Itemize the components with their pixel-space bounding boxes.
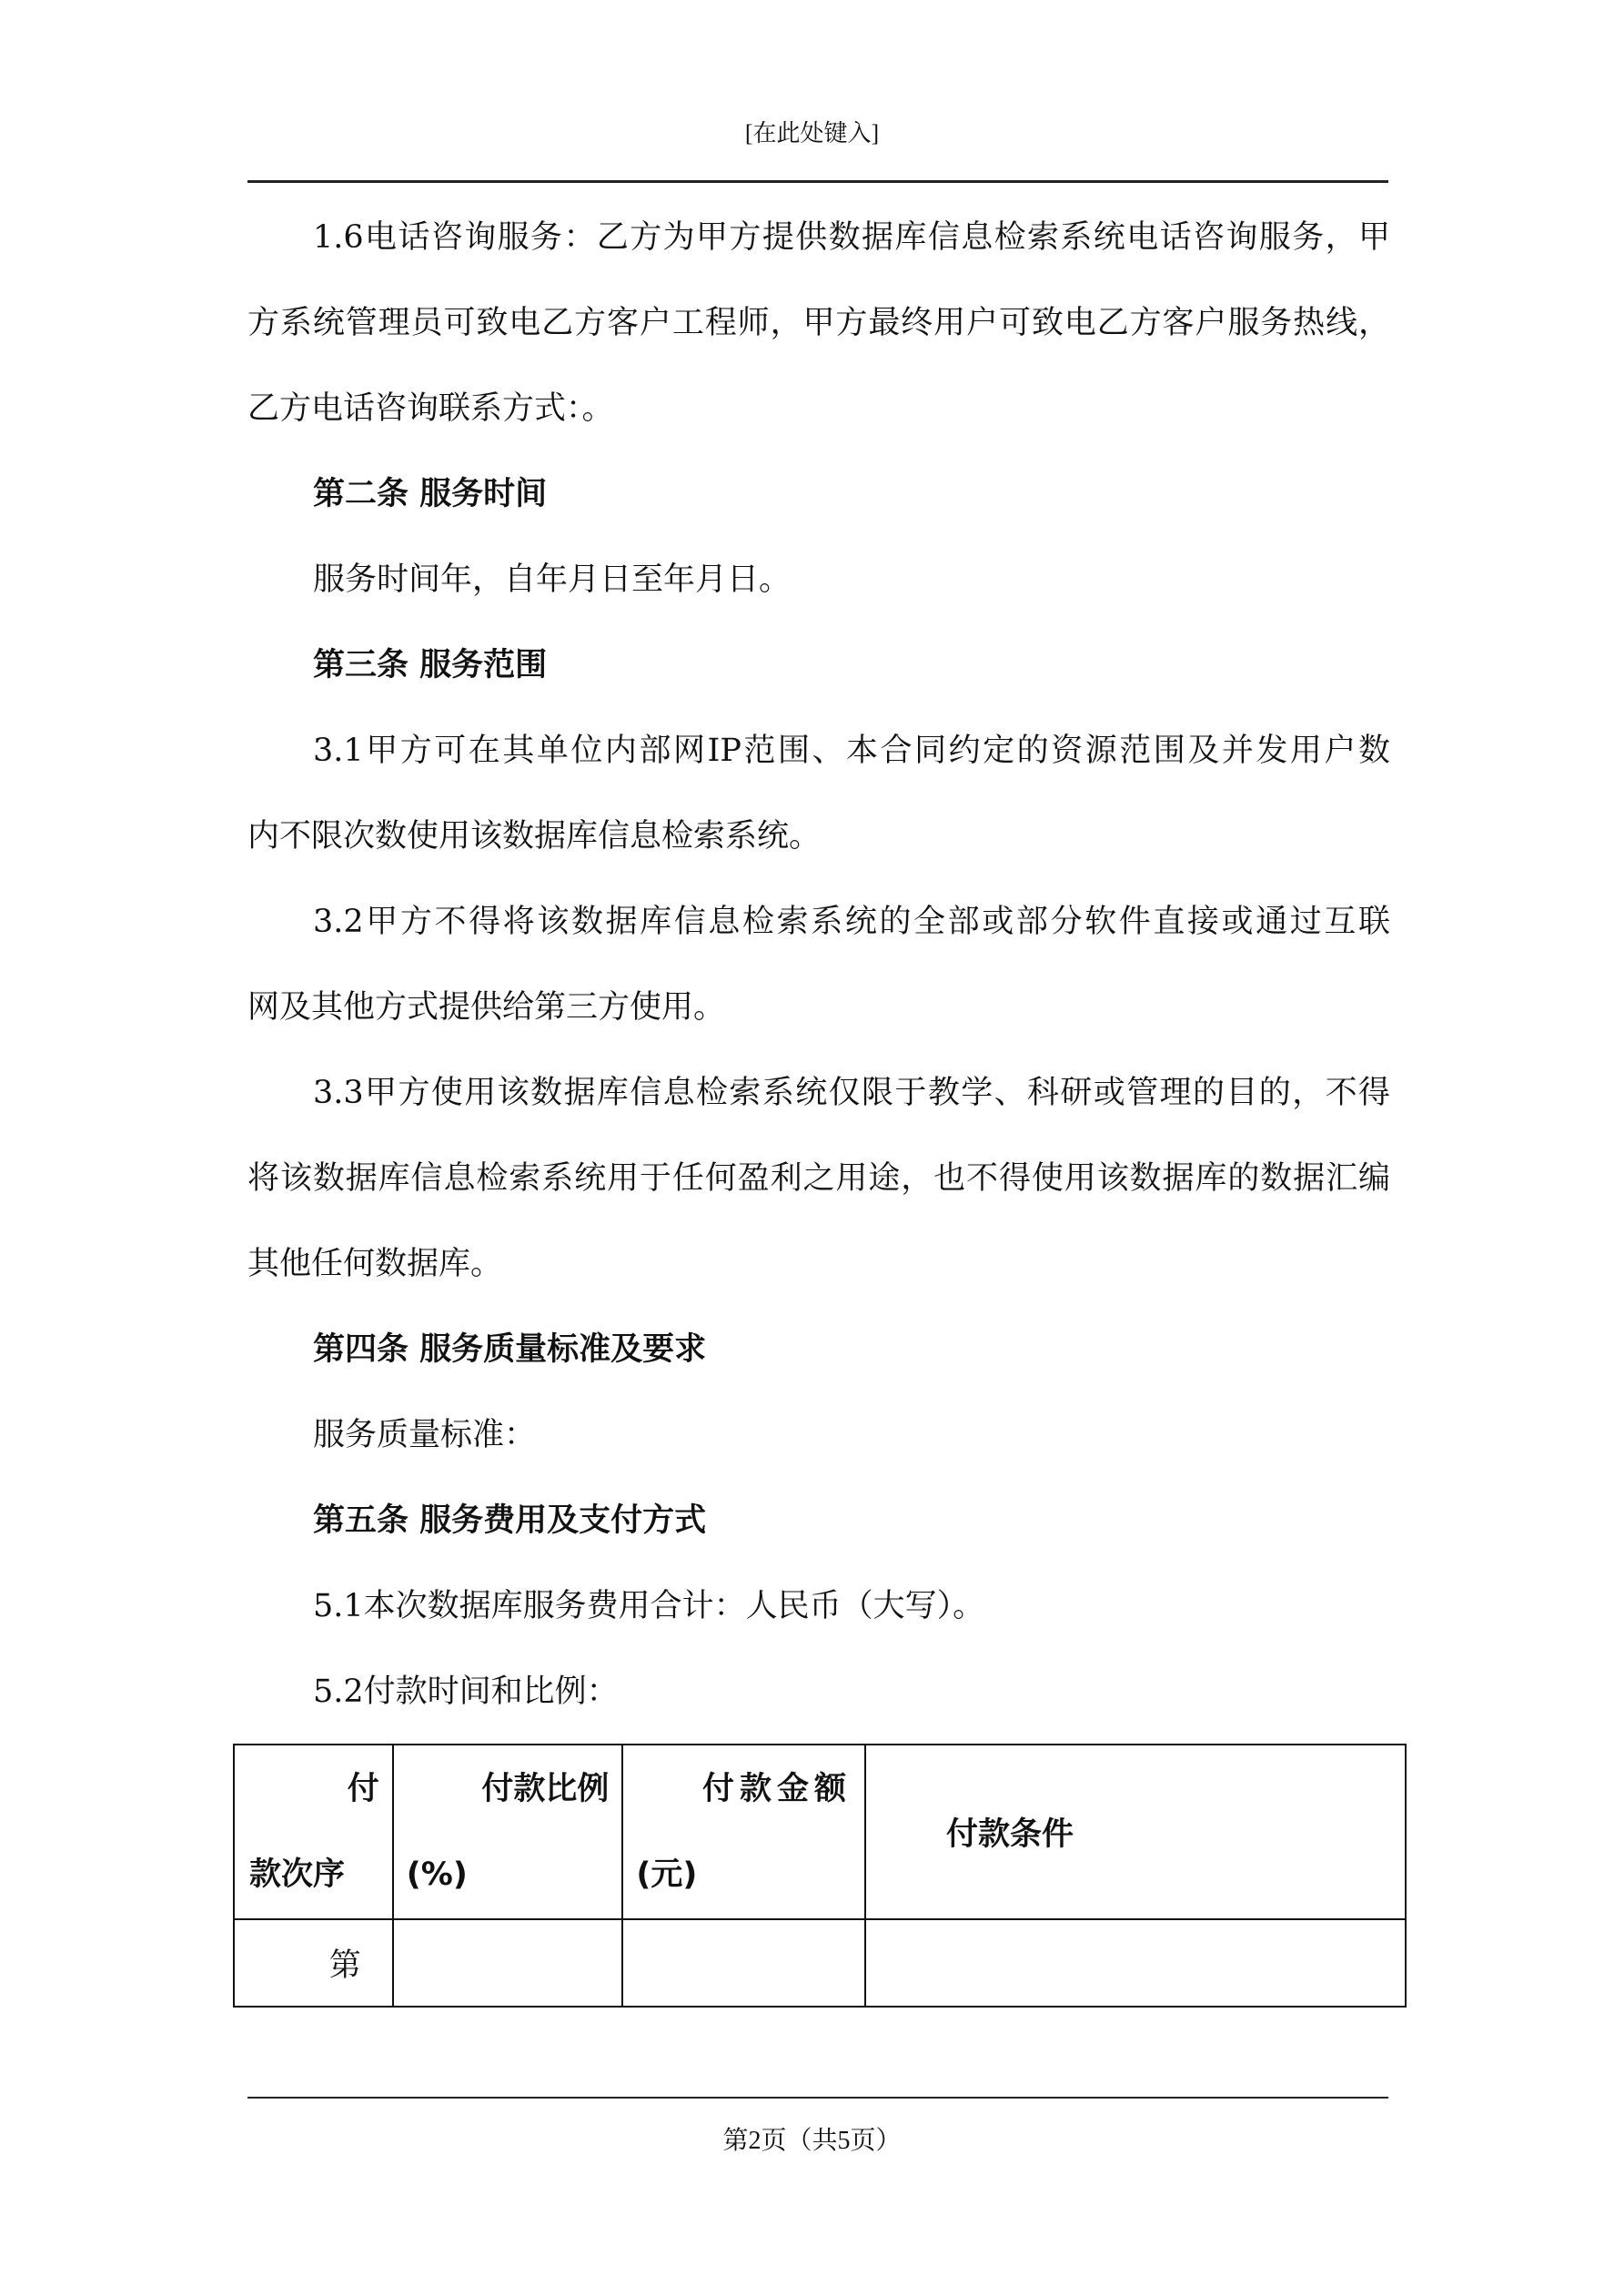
cell-condition xyxy=(865,1919,1406,2007)
header-order xyxy=(234,1745,393,1919)
page-header: [在此处键入] xyxy=(744,120,880,147)
header-ratio-line1: 付款比例 xyxy=(481,1771,610,1807)
body-line: 5.1本次数据库服务费用合计：人民币（大写）。 xyxy=(313,1588,985,1624)
body-line: 服务时间年，自年月日至年月日。 xyxy=(313,561,792,598)
header-amount-line2: (元) xyxy=(636,1856,698,1893)
payment-schedule-table xyxy=(233,1744,1407,2008)
header-order-line2: 款次序 xyxy=(249,1856,346,1893)
cell-ratio xyxy=(393,1919,623,2007)
header-amount xyxy=(622,1745,865,1919)
section-heading: 第五条 服务费用及支付方式 xyxy=(313,1502,707,1539)
body-line: 其他任何数据库。 xyxy=(247,1246,503,1282)
header-order-line1: 付 xyxy=(347,1771,379,1807)
header-rule xyxy=(247,180,1388,183)
body-line: 3.1甲方可在其单位内部网IP范围、本合同约定的资源范围及并发用户数 xyxy=(313,733,1390,769)
header-condition-label: 付款条件 xyxy=(946,1816,1074,1853)
table-header-row xyxy=(234,1745,1406,1919)
body-line: 内不限次数使用该数据库信息检索系统。 xyxy=(247,818,822,855)
table-row xyxy=(234,1919,1406,2007)
body-line: 乙方电话咨询联系方式：。 xyxy=(247,390,614,427)
body-line: 方系统管理员可致电乙方客户工程师，甲方最终用户可致电乙方客户服务热线， xyxy=(247,305,1390,341)
header-ratio-line2: (%) xyxy=(406,1856,468,1893)
section-heading: 第三条 服务范围 xyxy=(313,647,548,683)
cell-amount xyxy=(622,1919,865,2007)
header-ratio xyxy=(393,1745,623,1919)
body-line: 1.6电话咨询服务：乙方为甲方提供数据库信息检索系统电话咨询服务，甲 xyxy=(313,219,1390,256)
body-line: 3.3甲方使用该数据库信息检索系统仅限于教学、科研或管理的目的，不得 xyxy=(313,1075,1390,1111)
section-heading: 第四条 服务质量标准及要求 xyxy=(313,1331,707,1368)
cell-order: 第 xyxy=(234,1919,393,2007)
section-heading: 第二条 服务时间 xyxy=(313,476,548,512)
body-line: 5.2付款时间和比例： xyxy=(313,1674,619,1710)
page-footer: 第2页（共5页） xyxy=(722,2127,902,2155)
body-line: 服务质量标准： xyxy=(313,1417,537,1453)
header-condition xyxy=(865,1745,1406,1919)
header-amount-line1: 付款金额 xyxy=(702,1771,852,1807)
body-line: 网及其他方式提供给第三方使用。 xyxy=(247,989,726,1026)
footer-rule xyxy=(247,2097,1388,2099)
body-line: 将该数据库信息检索系统用于任何盈利之用途，也不得使用该数据库的数据汇编 xyxy=(247,1160,1390,1197)
body-line: 3.2甲方不得将该数据库信息检索系统的全部或部分软件直接或通过互联 xyxy=(313,904,1390,940)
document-body xyxy=(247,195,1390,1735)
